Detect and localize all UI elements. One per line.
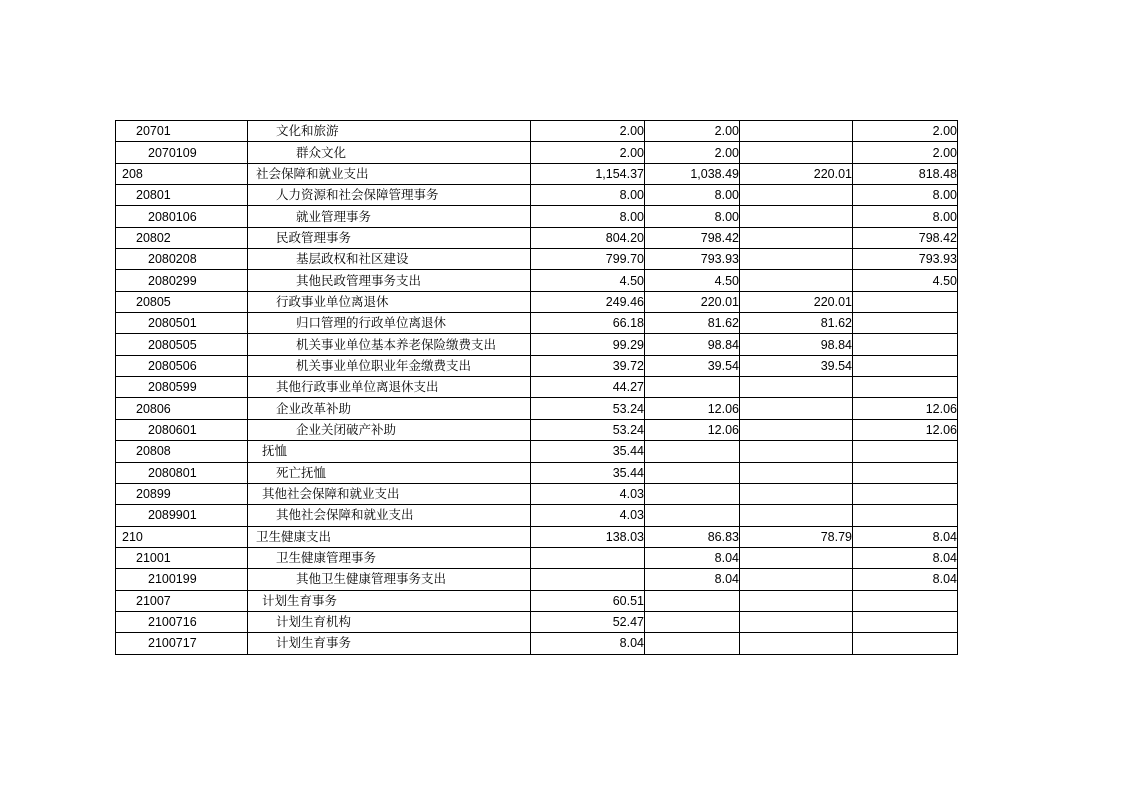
row-total: 138.03 <box>531 526 645 547</box>
row-column-4 <box>853 505 958 526</box>
row-column-4 <box>853 377 958 398</box>
row-column-4 <box>853 633 958 654</box>
row-code: 2080599 <box>116 377 248 398</box>
row-column-2: 12.06 <box>645 419 740 440</box>
row-column-4: 8.04 <box>853 569 958 590</box>
row-column-3 <box>740 547 853 568</box>
row-code: 20801 <box>116 185 248 206</box>
row-column-3 <box>740 462 853 483</box>
row-total: 52.47 <box>531 611 645 632</box>
row-name: 其他社会保障和就业支出 <box>248 505 531 526</box>
row-code: 20808 <box>116 441 248 462</box>
row-column-2: 8.00 <box>645 185 740 206</box>
row-column-2: 8.00 <box>645 206 740 227</box>
row-total: 804.20 <box>531 227 645 248</box>
row-total: 799.70 <box>531 249 645 270</box>
row-total: 53.24 <box>531 419 645 440</box>
row-column-4: 8.00 <box>853 185 958 206</box>
row-code: 20899 <box>116 483 248 504</box>
row-column-4: 2.00 <box>853 121 958 142</box>
row-column-4 <box>853 441 958 462</box>
row-total: 4.50 <box>531 270 645 291</box>
table-row <box>116 270 958 291</box>
row-column-3 <box>740 441 853 462</box>
row-name: 行政事业单位离退休 <box>248 291 531 312</box>
budget-expenditure-table <box>115 120 958 655</box>
table-row <box>116 334 958 355</box>
row-name: 抚恤 <box>248 441 531 462</box>
row-column-2: 2.00 <box>645 121 740 142</box>
row-column-2: 4.50 <box>645 270 740 291</box>
row-name: 其他行政事业单位离退休支出 <box>248 377 531 398</box>
table-row <box>116 590 958 611</box>
row-column-2: 798.42 <box>645 227 740 248</box>
row-code: 2100716 <box>116 611 248 632</box>
table-row <box>116 291 958 312</box>
row-column-3: 220.01 <box>740 163 853 184</box>
table-row <box>116 462 958 483</box>
row-column-2: 1,038.49 <box>645 163 740 184</box>
row-code: 21001 <box>116 547 248 568</box>
table-row <box>116 483 958 504</box>
row-column-2: 12.06 <box>645 398 740 419</box>
row-total: 4.03 <box>531 483 645 504</box>
table-row <box>116 313 958 334</box>
row-name: 人力资源和社会保障管理事务 <box>248 185 531 206</box>
row-code: 210 <box>116 526 248 547</box>
row-column-2 <box>645 441 740 462</box>
row-total: 8.00 <box>531 185 645 206</box>
row-name: 其他民政管理事务支出 <box>248 270 531 291</box>
row-code: 2080501 <box>116 313 248 334</box>
row-total <box>531 569 645 590</box>
row-name: 卫生健康管理事务 <box>248 547 531 568</box>
row-total: 35.44 <box>531 462 645 483</box>
row-name: 基层政权和社区建设 <box>248 249 531 270</box>
row-column-2 <box>645 633 740 654</box>
row-column-3 <box>740 270 853 291</box>
row-code: 2100717 <box>116 633 248 654</box>
row-column-3 <box>740 227 853 248</box>
table-row <box>116 227 958 248</box>
table-row <box>116 121 958 142</box>
row-column-4 <box>853 611 958 632</box>
row-name: 社会保障和就业支出 <box>248 163 531 184</box>
row-column-2 <box>645 483 740 504</box>
row-column-4: 12.06 <box>853 398 958 419</box>
row-name: 文化和旅游 <box>248 121 531 142</box>
row-column-3 <box>740 611 853 632</box>
row-column-2 <box>645 462 740 483</box>
row-column-4: 2.00 <box>853 142 958 163</box>
row-column-4: 12.06 <box>853 419 958 440</box>
row-total: 35.44 <box>531 441 645 462</box>
row-total: 2.00 <box>531 121 645 142</box>
table-row <box>116 611 958 632</box>
row-name: 死亡抚恤 <box>248 462 531 483</box>
row-name: 计划生育事务 <box>248 590 531 611</box>
row-code: 2080299 <box>116 270 248 291</box>
row-name: 群众文化 <box>248 142 531 163</box>
row-column-4 <box>853 483 958 504</box>
row-column-3: 81.62 <box>740 313 853 334</box>
row-name: 其他社会保障和就业支出 <box>248 483 531 504</box>
row-column-2: 2.00 <box>645 142 740 163</box>
row-column-4: 793.93 <box>853 249 958 270</box>
row-column-3 <box>740 398 853 419</box>
row-column-3 <box>740 419 853 440</box>
row-column-2: 8.04 <box>645 569 740 590</box>
row-total <box>531 547 645 568</box>
row-column-3 <box>740 569 853 590</box>
row-name: 计划生育事务 <box>248 633 531 654</box>
row-code: 2080106 <box>116 206 248 227</box>
row-column-3 <box>740 633 853 654</box>
row-column-3 <box>740 185 853 206</box>
row-code: 2100199 <box>116 569 248 590</box>
row-column-4: 4.50 <box>853 270 958 291</box>
row-code: 2080505 <box>116 334 248 355</box>
row-total: 99.29 <box>531 334 645 355</box>
row-total: 8.04 <box>531 633 645 654</box>
row-column-3: 39.54 <box>740 355 853 376</box>
table-row <box>116 206 958 227</box>
row-code: 2080801 <box>116 462 248 483</box>
row-column-3 <box>740 249 853 270</box>
row-column-2: 98.84 <box>645 334 740 355</box>
row-code: 20701 <box>116 121 248 142</box>
row-column-3: 78.79 <box>740 526 853 547</box>
row-column-4 <box>853 590 958 611</box>
row-column-2 <box>645 590 740 611</box>
row-column-2: 86.83 <box>645 526 740 547</box>
row-name: 企业改革补助 <box>248 398 531 419</box>
table-row <box>116 142 958 163</box>
row-column-3 <box>740 505 853 526</box>
row-code: 20806 <box>116 398 248 419</box>
row-code: 21007 <box>116 590 248 611</box>
row-total: 53.24 <box>531 398 645 419</box>
table-row <box>116 377 958 398</box>
row-column-2 <box>645 505 740 526</box>
row-name: 计划生育机构 <box>248 611 531 632</box>
row-code: 208 <box>116 163 248 184</box>
row-column-4 <box>853 291 958 312</box>
row-column-4 <box>853 313 958 334</box>
row-code: 2080208 <box>116 249 248 270</box>
row-name: 就业管理事务 <box>248 206 531 227</box>
row-total: 249.46 <box>531 291 645 312</box>
row-column-4: 818.48 <box>853 163 958 184</box>
row-column-4 <box>853 334 958 355</box>
row-column-2 <box>645 611 740 632</box>
row-name: 企业关闭破产补助 <box>248 419 531 440</box>
row-total: 44.27 <box>531 377 645 398</box>
row-column-4: 798.42 <box>853 227 958 248</box>
table-row <box>116 398 958 419</box>
row-total: 4.03 <box>531 505 645 526</box>
table-row <box>116 355 958 376</box>
row-code: 2070109 <box>116 142 248 163</box>
table-row <box>116 547 958 568</box>
row-column-2: 220.01 <box>645 291 740 312</box>
row-column-3 <box>740 483 853 504</box>
row-total: 60.51 <box>531 590 645 611</box>
row-code: 2089901 <box>116 505 248 526</box>
row-column-4: 8.04 <box>853 526 958 547</box>
row-name: 机关事业单位职业年金缴费支出 <box>248 355 531 376</box>
row-name: 卫生健康支出 <box>248 526 531 547</box>
row-column-2: 8.04 <box>645 547 740 568</box>
row-column-3 <box>740 142 853 163</box>
row-total: 39.72 <box>531 355 645 376</box>
row-code: 2080601 <box>116 419 248 440</box>
row-code: 20802 <box>116 227 248 248</box>
row-code: 2080506 <box>116 355 248 376</box>
row-name: 机关事业单位基本养老保险缴费支出 <box>248 334 531 355</box>
table-row <box>116 419 958 440</box>
row-column-3 <box>740 590 853 611</box>
row-column-2: 81.62 <box>645 313 740 334</box>
row-column-2: 793.93 <box>645 249 740 270</box>
row-column-3 <box>740 377 853 398</box>
table-body <box>116 121 958 655</box>
table-row <box>116 526 958 547</box>
row-total: 66.18 <box>531 313 645 334</box>
row-code: 20805 <box>116 291 248 312</box>
row-column-4: 8.04 <box>853 547 958 568</box>
row-column-3 <box>740 206 853 227</box>
row-name: 民政管理事务 <box>248 227 531 248</box>
row-name: 其他卫生健康管理事务支出 <box>248 569 531 590</box>
row-column-3 <box>740 121 853 142</box>
row-column-2 <box>645 377 740 398</box>
row-name: 归口管理的行政单位离退休 <box>248 313 531 334</box>
row-column-4 <box>853 462 958 483</box>
table-row <box>116 249 958 270</box>
row-total: 8.00 <box>531 206 645 227</box>
table-row <box>116 441 958 462</box>
row-column-4 <box>853 355 958 376</box>
table-row <box>116 633 958 654</box>
row-column-4: 8.00 <box>853 206 958 227</box>
table-row <box>116 569 958 590</box>
row-column-3: 98.84 <box>740 334 853 355</box>
row-column-3: 220.01 <box>740 291 853 312</box>
row-total: 1,154.37 <box>531 163 645 184</box>
table-row <box>116 505 958 526</box>
table-row <box>116 163 958 184</box>
row-column-2: 39.54 <box>645 355 740 376</box>
table-row <box>116 185 958 206</box>
row-total: 2.00 <box>531 142 645 163</box>
